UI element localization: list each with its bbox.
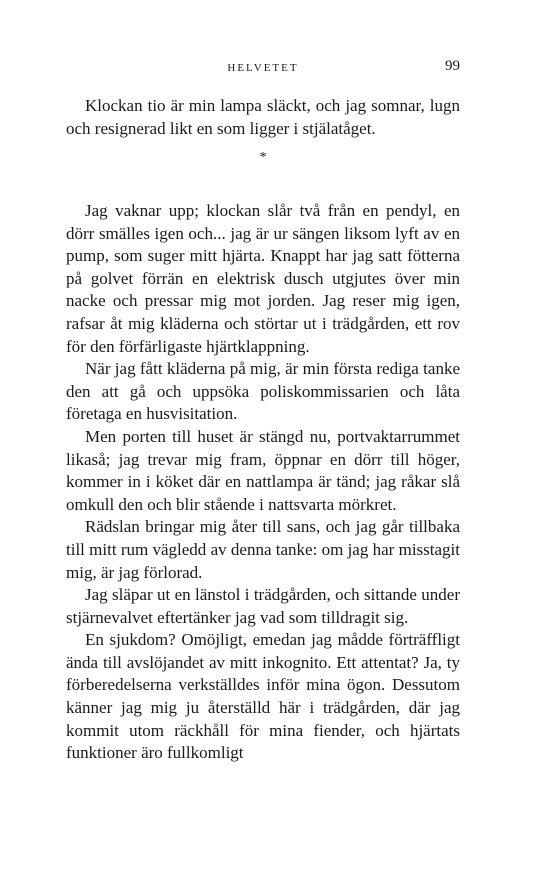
paragraph-3: Men porten till huset är stängd nu, portvaktarrummet likaså; jag trevar mig fram, öppnar en dörr till höger, kommer in i köket där en nattlampa är tänd; jag råkar slå omkull den och blir stående i nattsvarta mörkret. (66, 426, 460, 514)
paragraph-1: Jag vaknar upp; klockan slår två från en pendyl, en dörr smälles igen och... jag är ur sängen liksom lyft av en pump, som suger mitt hjärta. Knappt har jag satt fötterna på golvet förrän en elektrisk dusch utgjutes över min nacke och pressar mig mot jorden. Jag reser mig igen, rafsar åt mig kläderna och störtar ut i trädgården, ett rov för den förfärligaste hjärtklappning. (66, 201, 460, 356)
opening-paragraph: Klockan tio är min lampa släckt, och jag somnar, lugn och resignerad likt en som ligger i stjälatåget. (66, 96, 460, 138)
page-header (66, 58, 460, 84)
paragraph-2: När jag fått kläderna på mig, är min första rediga tanke den att gå och uppsöka poliskommissarien och låta företaga en husvisitation. (66, 359, 460, 424)
opening-text-block (66, 95, 460, 140)
running-head: HELVETET (227, 62, 299, 74)
paragraph-4: Rädslan bringar mig åter till sans, och jag går tillbaka till mitt rum vägledd av denna tanke: om jag har misstagit mig, är jag förlorad. (66, 517, 460, 582)
page-number: 99 (445, 58, 460, 74)
paragraph-5: Jag släpar ut en länstol i trädgården, och sittande under stjärnevalvet eftertänker jag vad som tilldragit sig. (66, 585, 460, 627)
paragraph-6: En sjukdom? Omöjligt, emedan jag mådde förträffligt ända till avslöjandet av mitt inkognito. Ett attentat? Ja, ty förberedelserna verkställdes inför mina ögon. Dessutom känner jag mig ju återställd här i trädgården, där jag kommit utom räckhåll för mina fiender, och hjärtats funktioner äro fullkomligt (66, 630, 460, 763)
main-text-block (66, 200, 460, 765)
section-separator: * (259, 150, 267, 165)
